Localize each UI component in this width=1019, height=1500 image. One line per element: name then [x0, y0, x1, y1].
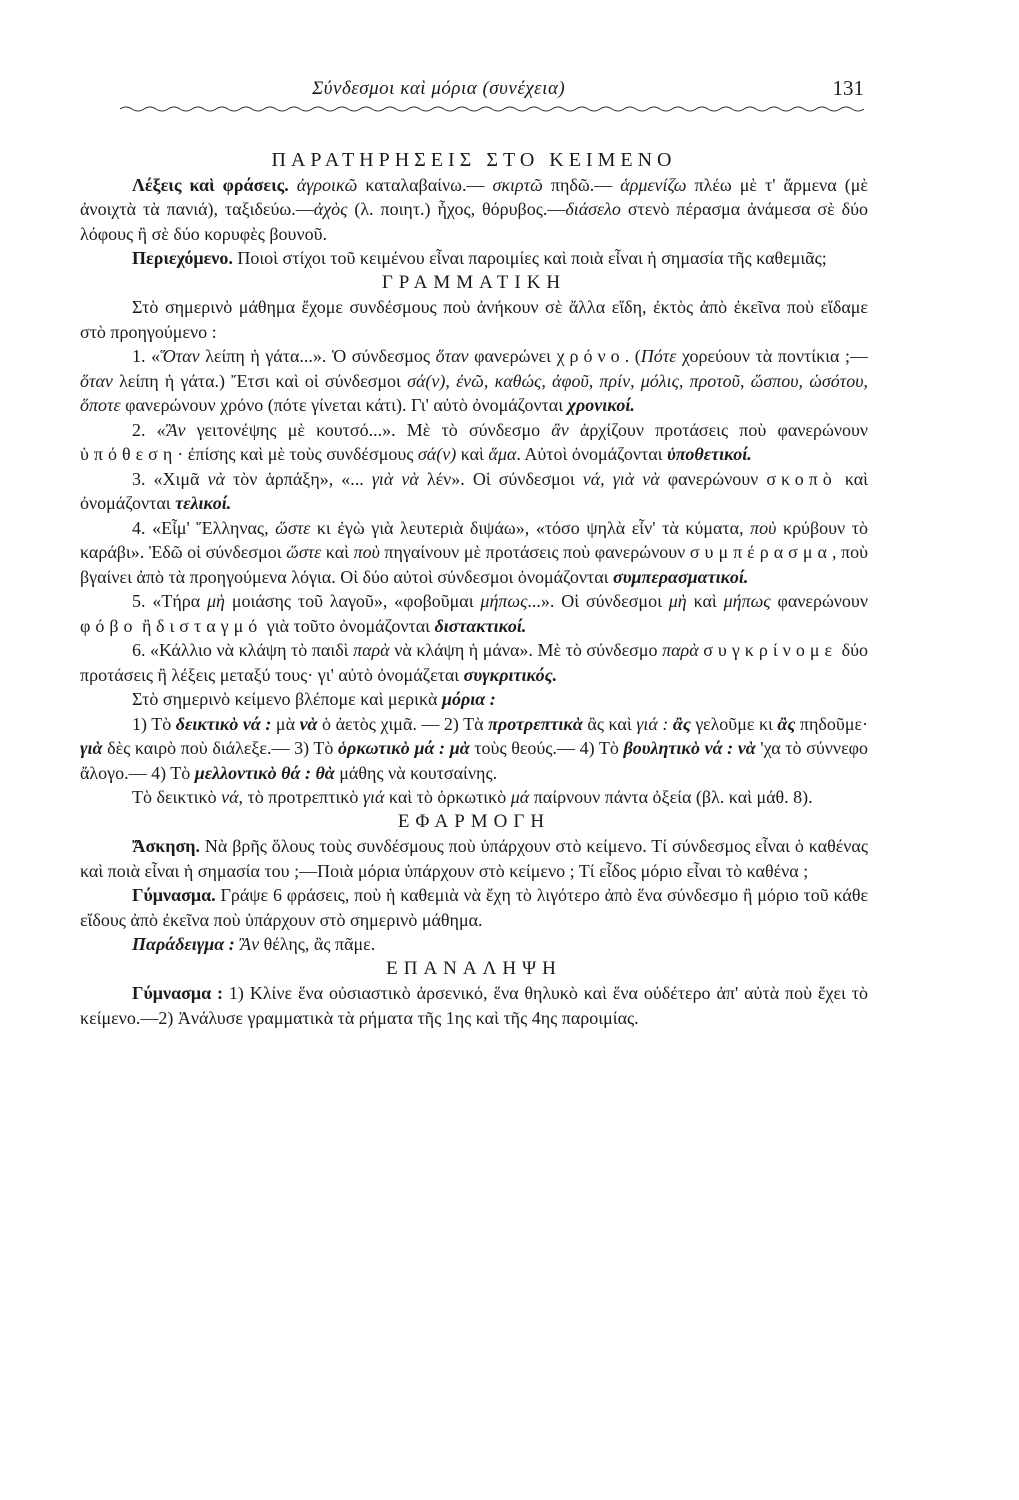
text-run: καὶ ὀνομάζονται — [80, 468, 868, 513]
page-number: 131 — [832, 76, 864, 100]
text-run: 'χα τὸ σύννεφο ἄλογο.— 4) Τὸ — [80, 738, 869, 783]
example-word: νὰ — [207, 468, 225, 489]
text-run: καὶ — [686, 591, 724, 611]
grammar-item-6 — [80, 638, 868, 687]
text-run: 4. «Εἶμ' Ἕλληνας, — [132, 517, 276, 538]
text-run: 1) Τὸ — [132, 713, 176, 734]
spaced-term: συγκρίνομε — [703, 640, 838, 660]
practice-text: Γράψε 6 φράσεις, ποὺ ἡ καθεμιὰ νὰ ἔχη τὸ λιγότερο ἀπὸ ἕνα σύνδεσμο ἢ μόριο τοῦ κάθε εἴδους ἀπὸ ἐκεῖνα ποὺ ὑπάρχουν στὸ σημερινὸ μάθημα. — [80, 885, 868, 930]
text-run: κι ἐγὼ γιὰ λευτεριὰ διψάω», «τόσο ψηλὰ εἶν' τὰ κύματα, — [310, 517, 751, 538]
term-name: δεικτικὸ νά : — [175, 713, 272, 734]
text-run: ἀρχίζουν προτάσεις ποὺ φανερώνουν — [568, 419, 869, 440]
example-word: Ὅταν — [160, 346, 200, 366]
text-run: δὲς καιρὸ ποὺ διάλεξε.— 3) Τὸ — [102, 738, 339, 758]
running-title: Σύνδεσμοι καὶ μόρια (συνέχεια) — [312, 78, 566, 99]
example-word: παρὰ — [353, 640, 390, 660]
text-run: 6. «Κάλλιο νὰ κλάψη τὸ παιδὶ — [132, 640, 354, 660]
text-run: τὸν ἁρπάξη», «... — [224, 468, 372, 489]
text-run: πηγαίνουν μὲ προτάσεις ποὺ φανερώνουν — [379, 542, 690, 562]
text-run: 5. «Τήρα — [132, 591, 208, 611]
text-run: δύο προτάσεις ἢ λέξεις μεταξύ τους· γι' αὐτὸ ὀνομάζεται — [80, 640, 868, 685]
content-label: Περιεχόμενο. — [132, 248, 233, 268]
spaced-term: ὑπόθεση — [80, 444, 178, 464]
text-run: μάθης νὰ κουτσαίνης. — [334, 762, 498, 783]
text-run: παίρνουν πάντα ὀξεία (βλ. καὶ μάθ. 8). — [529, 787, 813, 807]
accent-note — [80, 785, 868, 810]
example-word: Πότε — [640, 346, 677, 366]
text-run: ἢ — [137, 615, 156, 636]
text-run: χορεύουν τὰ ποντίκια ;— — [676, 346, 869, 366]
example-word: ὅταν — [80, 370, 113, 391]
text-run: λείπη ἡ γάτα...». Ὁ σύνδεσμος — [199, 346, 436, 366]
example-word: ὅταν — [435, 346, 469, 366]
exercise-label: Ἄσκηση. — [132, 836, 200, 856]
example-word: γιὰ νὰ — [371, 468, 419, 489]
term-name: ἂς — [672, 713, 691, 734]
text-run: φανερώνουν χρόνο (πότε γίνεται κάτι). Γι' αὐτὸ ὀνομάζονται — [120, 395, 568, 415]
text-run: πηδοῦμε· — [795, 713, 869, 734]
grammar-item-3 — [80, 467, 868, 516]
term-name: νὰ — [737, 738, 756, 758]
example-word: ἅμα — [488, 444, 517, 464]
section-heading-application: ΕΦΑΡΜΟΓΗ — [397, 810, 551, 832]
practice-paragraph — [80, 883, 868, 932]
vocab-word: ἀχὸς — [313, 199, 348, 219]
content-question — [80, 246, 868, 271]
grammar-item-1 — [80, 344, 868, 418]
vocab-definition: καταλαβαίνω.— — [357, 174, 493, 195]
example-word: Ἂν — [165, 419, 186, 440]
text-run: Στὸ σημερινὸ κείμενο βλέπομε καὶ μερικὰ — [132, 689, 442, 709]
term-name: μελλοντικὸ θά : — [194, 762, 311, 783]
review-paragraph — [80, 981, 868, 1030]
grammar-item-4 — [80, 516, 868, 590]
example-word: μήπως — [723, 591, 771, 611]
term-name: ὑποθετικοί. — [666, 444, 752, 464]
section-heading-review: ΕΠΑΝΑΛΗΨΗ — [386, 957, 562, 979]
term-name: ἂς — [777, 713, 796, 734]
example-word: Ἂν — [239, 934, 260, 954]
vocab-word: ἀγροικῶ — [296, 174, 358, 195]
example-word: σά(ν) — [417, 444, 457, 464]
text-run: ἂς καὶ — [582, 713, 637, 734]
example-word: μήπως — [480, 591, 528, 611]
text-run: Τὸ δεικτικὸ — [132, 787, 222, 807]
spaced-term: σκοπὸ — [766, 468, 837, 489]
example-text: θέλης, ἂς πᾶμε. — [259, 934, 376, 954]
text-run: καὶ τὸ ὁρκωτικὸ — [384, 787, 511, 807]
example-word: μά — [510, 787, 530, 807]
vocab-definition: στενὸ πέρασμα ἀνάμεσα σὲ δύο λόφους ἢ σὲ δύο κορυφὲς βουνοῦ. — [80, 199, 868, 244]
term-name: προτρεπτικὰ — [488, 713, 583, 734]
page-body — [80, 148, 868, 1030]
term-name: τελικοί. — [175, 493, 232, 513]
example-word: γιά : — [636, 713, 669, 734]
section-heading-grammar: ΓΡΑΜΜΑΤΙΚΗ — [381, 271, 567, 293]
section-heading-observations: ΠΑΡΑΤΗΡΗΣΕΙΣ ΣΤΟ ΚΕΙΜΕΝΟ — [271, 149, 677, 171]
text-run: φανερώνει — [468, 346, 557, 366]
text-run: κρύβουν τὸ καράβι». Ἐδῶ οἱ σύνδεσμοι — [80, 517, 868, 562]
particles-intro — [80, 687, 868, 712]
vocab-definition: (λ. ποιητ.) ἦχος, θόρυβος.— — [347, 199, 566, 219]
particles-list — [80, 712, 868, 786]
text-run: μὰ — [271, 713, 300, 734]
spaced-term: φόβο — [80, 615, 138, 636]
term-name: συμπερασματικοί. — [613, 566, 749, 587]
wavy-rule — [120, 104, 864, 114]
text-run: · ἐπίσης καὶ μὲ τοὺς συνδέσμους — [177, 444, 418, 464]
example-label: Παράδειγμα : — [132, 934, 235, 954]
example-word: ἂν — [551, 419, 569, 440]
term-name: γιὰ — [80, 738, 103, 758]
text-run: λέν». Οἱ σύνδεσμοι — [418, 468, 583, 489]
vocabulary-label: Λέξεις καὶ φράσεις. — [132, 174, 289, 195]
example-word: ὥστε — [286, 542, 322, 562]
term-name: βουλητικὸ νά : — [623, 738, 734, 758]
text-run: . Αὐτοὶ ὀνομάζονται — [516, 444, 667, 464]
text-run: φανερώνουν — [770, 591, 868, 611]
vocab-word: ἁρμενίζω — [620, 174, 687, 195]
grammar-item-5 — [80, 589, 868, 638]
review-label: Γύμνασμα : — [132, 983, 224, 1003]
spaced-term: χρόνο — [556, 346, 625, 366]
page-header — [120, 74, 864, 114]
exercise-paragraph — [80, 834, 868, 883]
term-name: χρονικοί. — [567, 395, 635, 415]
example-word: ποὺ — [353, 542, 380, 562]
example-word: ὥστε — [275, 517, 311, 538]
text-run: 2. « — [132, 419, 166, 440]
text-run: ὁ ἀετὸς χιμᾶ. — 2) Τὰ — [317, 713, 489, 734]
text-run: καὶ — [321, 542, 354, 562]
term-name: συγκριτικός. — [463, 664, 558, 685]
text-run: φανερώνουν — [659, 468, 767, 489]
text-run: γειτονέψης μὲ κουτσό...». Μὲ τὸ σύνδεσμο — [185, 419, 552, 440]
vocab-definition: πλέω μὲ τ' ἄρμενα (μὲ ἀνοιχτὰ τὰ πανιά), ταξιδεύω.— — [80, 174, 868, 219]
example-word: μὴ — [668, 591, 687, 611]
example-paragraph — [80, 932, 868, 957]
example-word: μὴ — [207, 591, 225, 611]
text-run: , τὸ προτρεπτικὸ — [238, 787, 363, 807]
practice-label: Γύμνασμα. — [132, 885, 216, 905]
text-run: νὰ κλάψη ἡ μάνα». Μὲ τὸ σύνδεσμο — [389, 640, 663, 660]
example-word: σά(ν), ἐνῶ, καθώς, ἀφοῦ, πρίν, μόλις, προτοῦ, ὥσπου, ὡσότου, ὅποτε — [80, 370, 868, 415]
spaced-term: δισταγμό — [155, 615, 263, 636]
spaced-term: συμπέρασμα — [689, 542, 832, 562]
term-name: νὰ — [299, 713, 318, 734]
vocab-definition: πηδῶ.— — [542, 174, 621, 195]
text-run: τοὺς θεούς.— 4) Τὸ — [469, 738, 624, 758]
text-run: . ( — [624, 346, 641, 366]
review-text: 1) Κλίνε ἕνα οὐσιαστικὸ ἀρσενικό, ἕνα θηλυκὸ καὶ ἕνα οὐδέτερο ἀπ' αὐτὰ ποὺ ἔχει τὸ κείμενο.—2) Ἀνάλυσε γραμματικὰ τὰ ρήματα τῆς 1ης καὶ τῆς 4ης παροιμίας. — [80, 983, 869, 1028]
term-name: διστακτικοί. — [434, 615, 527, 636]
vocabulary-paragraph — [80, 173, 868, 247]
term-name: μόρια : — [441, 689, 496, 709]
text-run: ...». Οἱ σύνδεσμοι — [527, 591, 669, 611]
grammar-item-2 — [80, 418, 868, 467]
text-run: γελοῦμε κι — [690, 713, 778, 734]
text-run: μοιάσης τοῦ λαγοῦ», «φοβοῦμαι — [224, 591, 481, 611]
example-word: ποὺ — [750, 517, 777, 538]
example-word: παρὰ — [662, 640, 699, 660]
text-run: , ποὺ βγαίνει ἀπὸ τὰ προηγούμενα λόγια. Οἱ δύο αὐτοὶ σύνδεσμοι ὀνομάζονται — [80, 542, 868, 587]
text-run: 1. « — [132, 346, 161, 366]
term-name: μὰ — [449, 738, 470, 758]
term-name: θὰ — [315, 762, 335, 783]
vocab-word: σκιρτῶ — [492, 174, 543, 195]
term-name: ὁρκωτικὸ μά : — [338, 738, 446, 758]
grammar-intro: Στὸ σημερινὸ μάθημα ἔχομε συνδέσμους ποὺ ἀνήκουν σὲ ἄλλα εἴδη, ἐκτὸς ἀπὸ ἐκεῖνα ποὺ εἴδαμε στὸ προηγούμενο : — [80, 297, 868, 342]
text-run: 3. «Χιμᾶ — [132, 468, 208, 489]
example-word: νά, γιὰ νὰ — [582, 468, 660, 489]
exercise-text: Νὰ βρῆς ὅλους τοὺς συνδέσμους ποὺ ὑπάρχουν στὸ κείμενο. Τί σύνδεσμος εἶναι ὁ καθένας καὶ ποιὰ εἶναι ἡ σημασία του ;—Ποιὰ μόρια ὑπάρχουν στὸ κείμενο ; Τί εἶδος μόριο εἶναι τὸ καθένα ; — [80, 836, 868, 881]
content-text: Ποιοὶ στίχοι τοῦ κειμένου εἶναι παροιμίες καὶ ποιὰ εἶναι ἡ σημασία τῆς καθεμιᾶς; — [232, 248, 827, 268]
vocab-word: διάσελο — [565, 199, 621, 219]
text-run: λείπη ἡ γάτα.) Ἔτσι καὶ οἱ σύνδεσμοι — [112, 370, 408, 391]
text-run: καὶ — [456, 444, 489, 464]
text-run: γιὰ τοῦτο ὀνομάζονται — [262, 615, 435, 636]
example-word: γιά — [362, 787, 385, 807]
example-word: νά — [221, 787, 239, 807]
